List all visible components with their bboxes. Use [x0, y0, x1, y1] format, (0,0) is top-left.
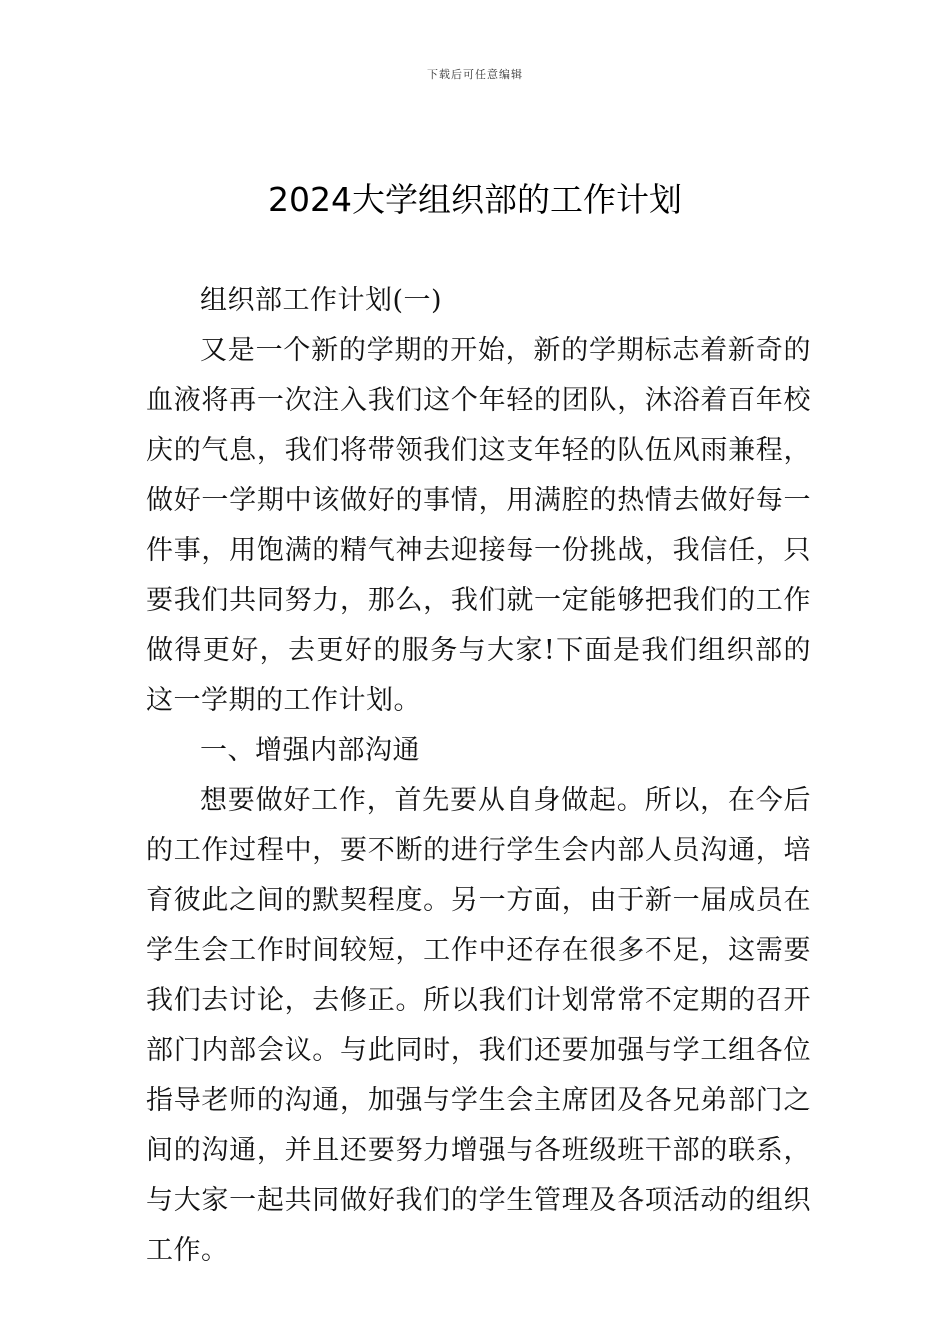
document-body: [146, 276, 811, 1276]
communication-paragraph: 想要做好工作，首先要从自身做起。所以，在今后的工作过程中，要不断的进行学生会内部人员沟通，培育彼此之间的默契程度。另一方面，由于新一届成员在学生会工作时间较短，工作中还存在很多不足，这需要我们去讨论，去修正。所以我们计划常常不定期的召开部门内部会议。与此同时，我们还要加强与学工组各位指导老师的沟通，加强与学生会主席团及各兄弟部门之间的沟通，并且还要努力增强与各班级班干部的联系，与大家一起共同做好我们的学生管理及各项活动的组织工作。: [146, 785, 811, 1266]
page-header-note: 下载后可任意编辑: [427, 68, 523, 81]
document-title: 2024大学组织部的工作计划: [268, 180, 682, 219]
intro-paragraph: 又是一个新的学期的开始，新的学期标志着新奇的血液将再一次注入我们这个年轻的团队，沐浴着百年校庆的气息，我们将带领我们这支年轻的队伍风雨兼程，做好一学期中该做好的事情，用满腔的热情去做好每一件事，用饱满的精气神去迎接每一份挑战，我信任，只要我们共同努力，那么，我们就一定能够把我们的工作做得更好，去更好的服务与大家!下面是我们组织部的这一学期的工作计划。: [146, 335, 811, 716]
section-heading-plan-one: 组织部工作计划(一): [200, 285, 443, 316]
section-heading-internal-communication: 一、增强内部沟通: [200, 735, 420, 766]
